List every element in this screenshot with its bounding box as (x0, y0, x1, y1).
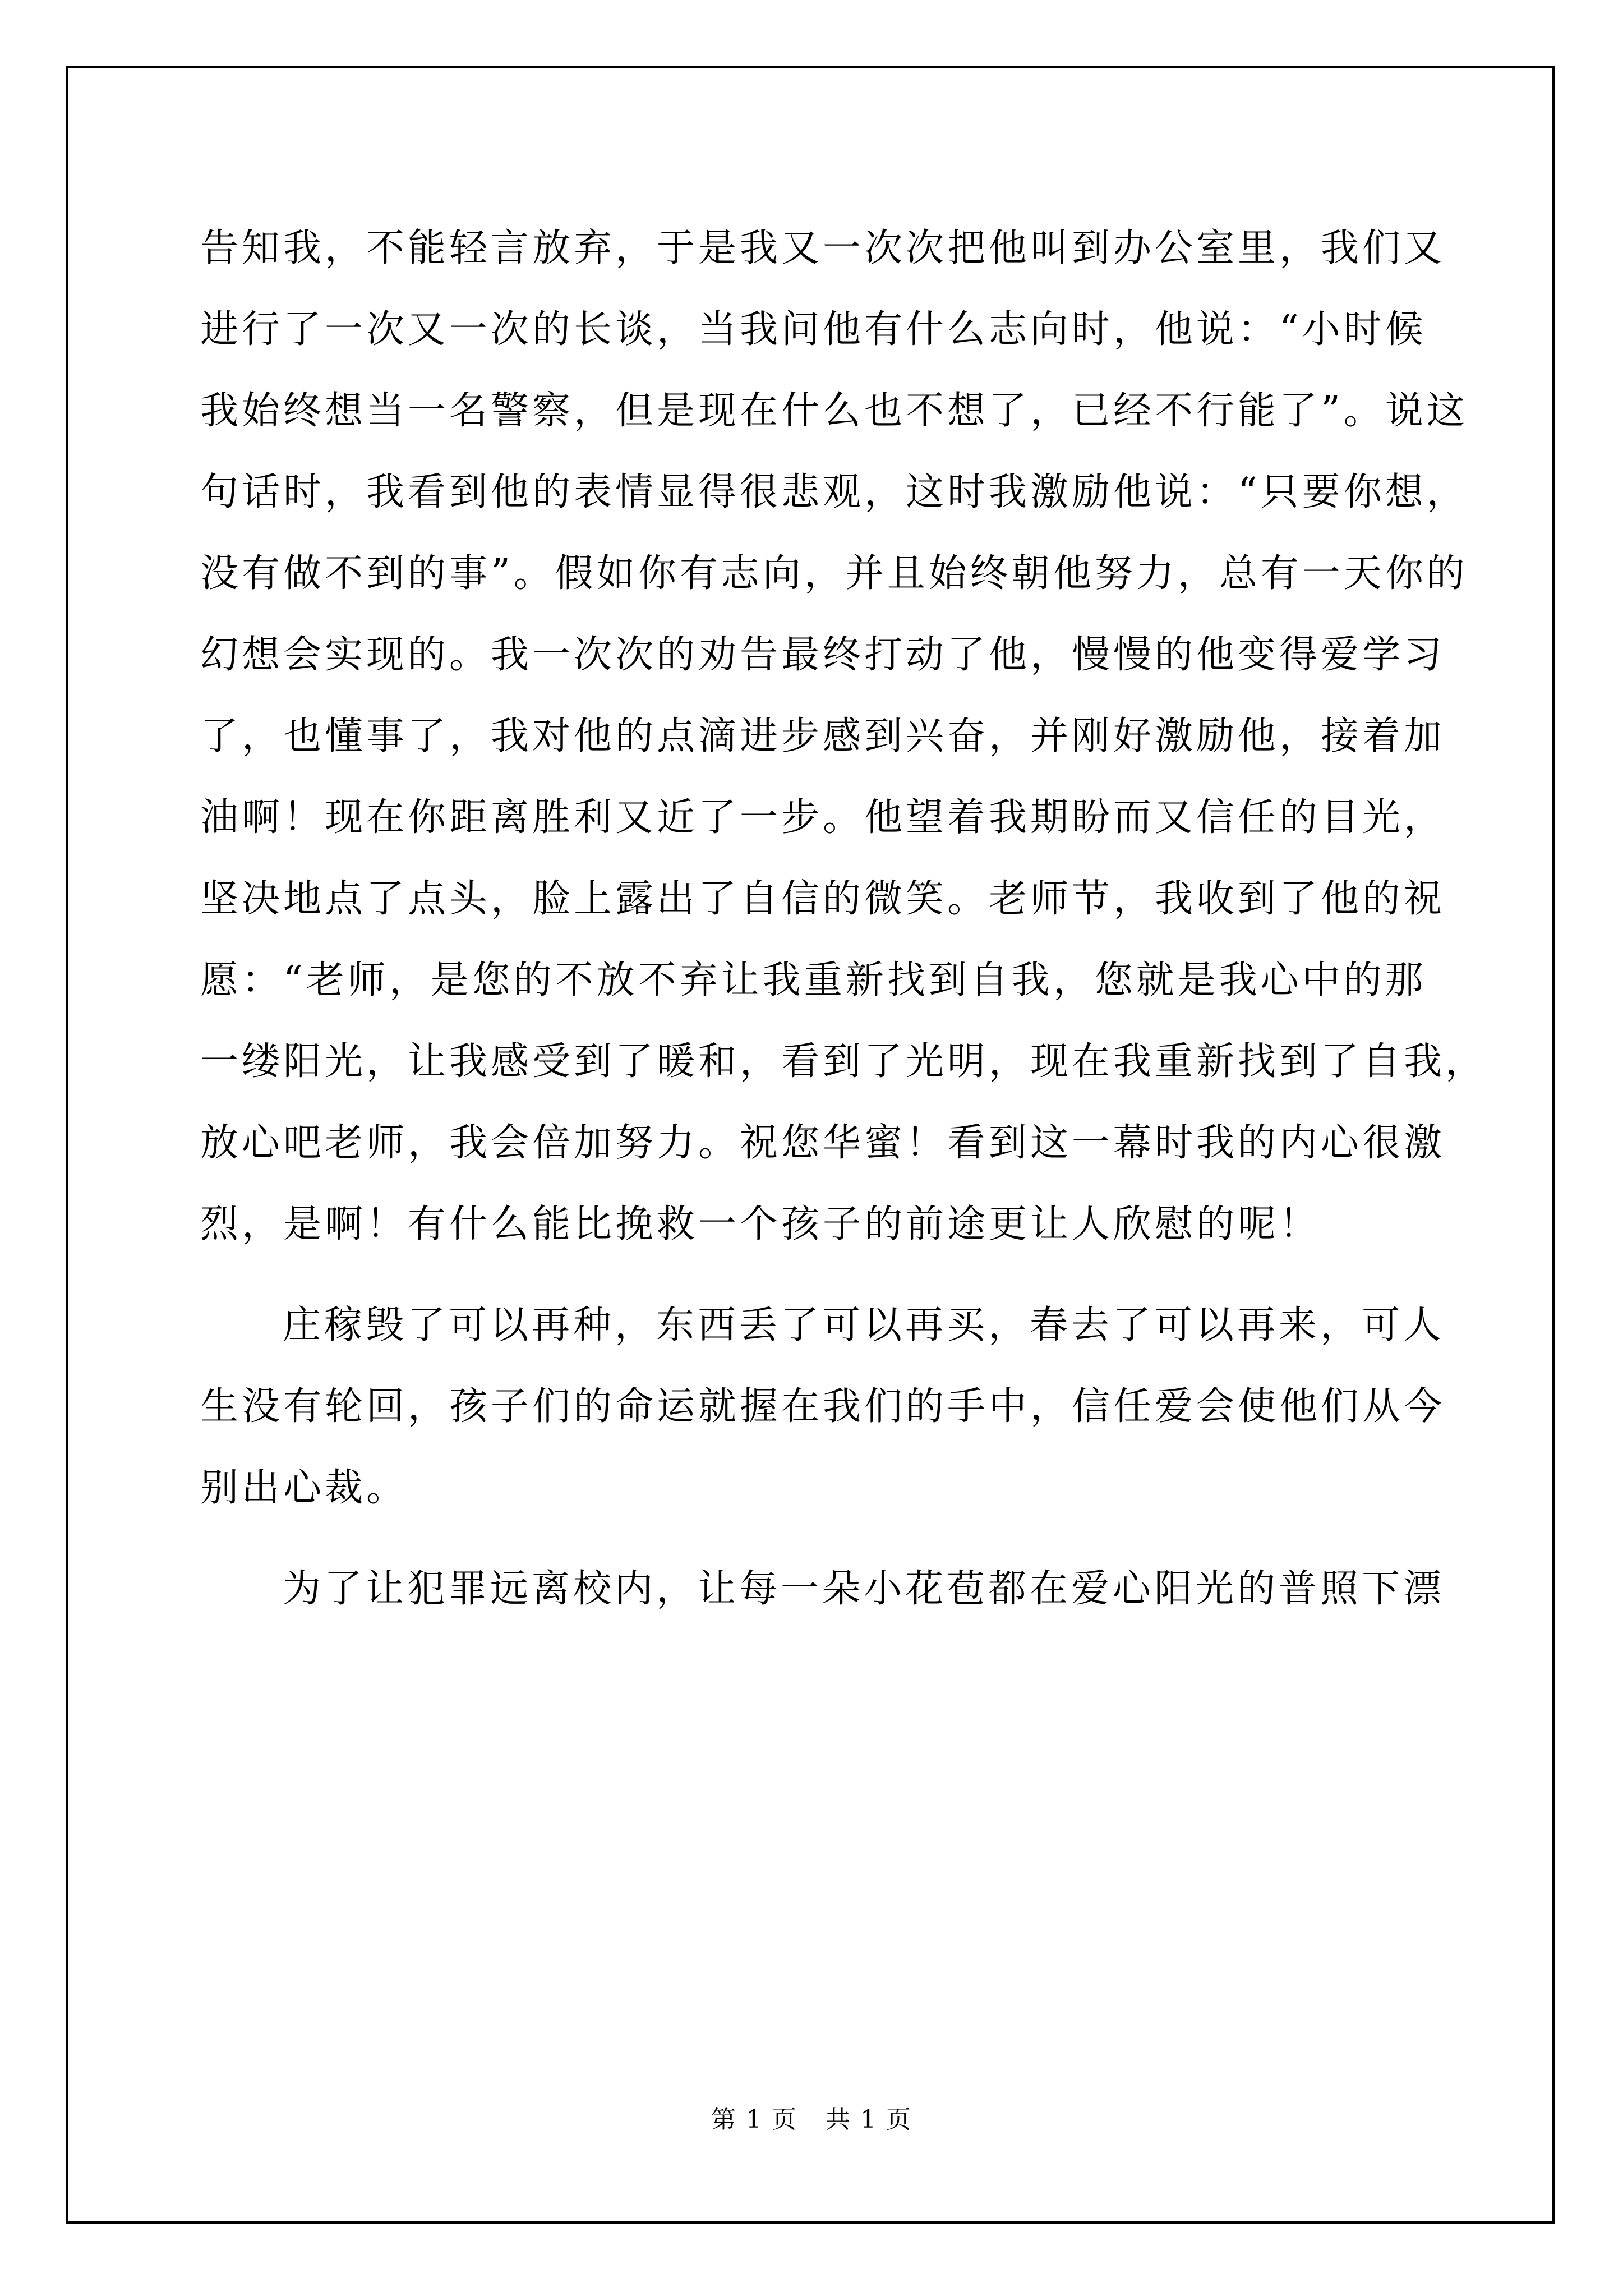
text-line: 庄稼毁了可以再种，东西丢了可以再买，春去了可以再来，可人 (283, 1303, 1445, 1347)
text-line: 一缕阳光，让我感受到了暖和，看到了光明，现在我重新找到了自我， (200, 1039, 1487, 1084)
paragraph-2 (200, 1285, 1446, 1529)
paragraph-spacer (200, 1265, 1423, 1285)
text-line: 坚决地点了点头，脸上露出了自信的微笑。老师节，我收到了他的祝 (200, 877, 1446, 921)
text-line: 告知我，不能轻言放弃，于是我又一次次把他叫到办公室里，我们又 (200, 226, 1446, 270)
text-line: 进行了一次又一次的长谈，当我问他有什么志向时，他说：“小时候 (200, 307, 1427, 352)
text-line: 愿：“老师，是您的不放不弃让我重新找到自我，您就是我心中的那 (200, 958, 1427, 1002)
page-total: 共 1 页 (826, 2105, 912, 2134)
paragraph-3 (200, 1548, 1445, 1630)
page-footer (0, 2099, 1623, 2135)
text-line: 句话时，我看到他的表情显得很悲观，这时我激励他说：“只要你想， (200, 470, 1468, 514)
paragraph-spacer (200, 1529, 1423, 1548)
text-line: 没有做不到的事”。假如你有志向，并且始终朝他努力，总有一天你的 (200, 551, 1468, 596)
paragraph-1 (200, 208, 1487, 1265)
text-line: 幻想会实现的。我一次次的劝告最终打动了他，慢慢的他变得爱学习 (200, 633, 1446, 677)
document-body (200, 208, 1487, 1630)
text-line: 别出心裁。 (200, 1466, 408, 1510)
text-line: 油啊！现在你距离胜利又近了一步。他望着我期盼而又信任的目光， (200, 795, 1446, 840)
text-line: 生没有轮回，孩子们的命运就握在我们的手中，信任爱会使他们从今 (200, 1384, 1446, 1429)
text-line: 了，也懂事了，我对他的点滴进步感到兴奋，并刚好激励他，接着加 (200, 714, 1446, 758)
text-line: 烈，是啊！有什么能比挽救一个孩子的前途更让人欣慰的呢！ (200, 1202, 1321, 1246)
text-line: 我始终想当一名警察，但是现在什么也不想了，已经不行能了”。说这 (200, 389, 1468, 433)
text-line: 放心吧老师，我会倍加努力。祝您华蜜！看到这一幕时我的内心很激 (200, 1121, 1446, 1165)
text-line: 为了让犯罪远离校内，让每一朵小花苞都在爱心阳光的普照下漂 (283, 1567, 1445, 1611)
page-number: 第 1 页 (711, 2105, 797, 2134)
